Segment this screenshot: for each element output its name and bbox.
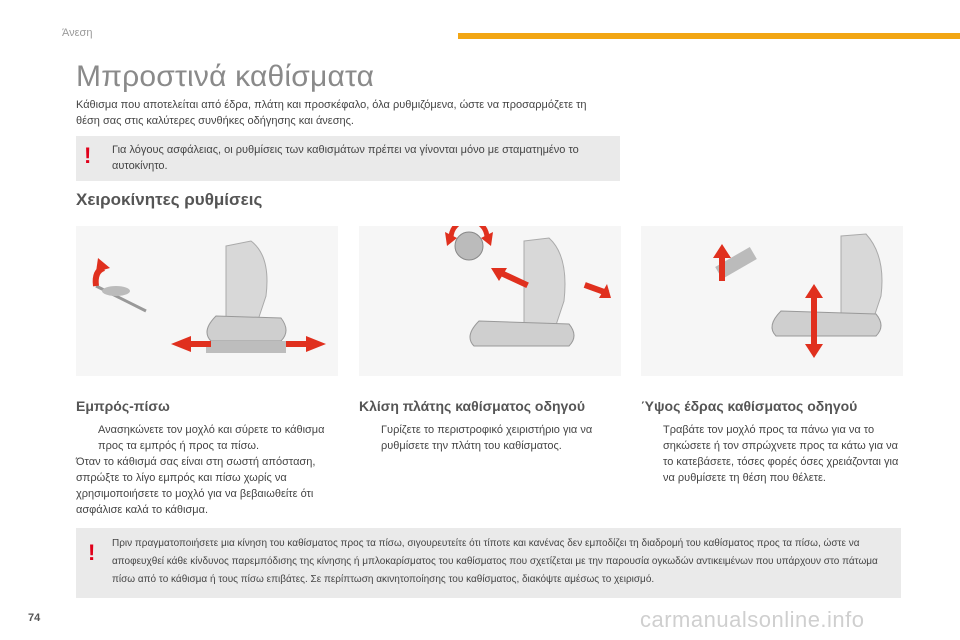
height-instruction: [641, 422, 903, 486]
section-label: Άνεση: [62, 27, 93, 39]
height-text: [641, 422, 903, 486]
watermark: carmanualsonline.info: [640, 607, 865, 632]
seat-fore-aft-illustration: [76, 226, 338, 376]
seat-height-drawing: [641, 226, 903, 376]
obstruction-warning-text: Πριν πραγματοποιήσετε μια κίνηση του καθίσματος προς τα πίσω, σιγουρευτείτε ότι τίποτε και κανένας δεν εμποδίζει τη διαδρομή του καθίσματος προς τα πίσω, ώστε να αποφευχθεί κάθε κίνδυνος παρεμπόδισης της κίνησης ή μπλοκαρίσματος του καθίσματος που σχετίζεται με την παρουσία ογκωδών αντικειμένων που υπάρχουν στο πάτωμα πίσω από το κάθισμα ή τους πίσω επιβάτες. Σε περίπτωση ακινητοποίησης του καθίσματος, διακόψτε αμέσως το χειρισμό.: [112, 538, 878, 585]
heading-height: Ύψος έδρας καθίσματος οδηγού: [641, 398, 858, 414]
seat-recline-illustration: [359, 226, 621, 376]
page-number: 74: [28, 612, 41, 624]
recline-instruction: [359, 422, 621, 454]
fore-aft-instruction: [76, 422, 338, 454]
recline-bullet-text: Γυρίζετε το περιστροφικό χειριστήριο για να ρυθμίσετε την πλάτη του καθίσματος.: [381, 424, 593, 452]
section-accent-bar: [458, 33, 960, 39]
seat-fore-aft-drawing: [76, 226, 338, 376]
section-subtitle: Χειροκίνητες ρυθμίσεις: [76, 190, 263, 209]
fore-aft-note: Όταν το κάθισμά σας είναι στη σωστή απόσταση, σπρώξτε το λίγο εμπρός και πίσω χωρίς να χρησιμοποιήσετε το μοχλό για να βεβαιωθείτε ότι ασφάλισε καλά το κάθισμα.: [76, 456, 316, 516]
intro-paragraph: Κάθισμα που αποτελείται από έδρα, πλάτη και προσκέφαλο, όλα ρυθμιζόμενα, ώστε να προσαρμόζετε τη θέση σας στις καλύτερες συνθήκες οδήγησης και άνεσης.: [76, 99, 587, 127]
heading-fore-aft: Εμπρός-πίσω: [76, 398, 170, 414]
seat-height-illustration: [641, 226, 903, 376]
height-bullet-text: Τραβάτε τον μοχλό προς τα πάνω για να το σηκώσετε ή τον σπρώχνετε προς τα κάτω για να το κατεβάσετε, τόσες φορές όσες χρειάζονται για να ρυθμίσετε τη θέση που θέλετε.: [663, 424, 899, 484]
obstruction-warning-box: [76, 528, 901, 598]
recline-text: [359, 422, 621, 454]
safety-warning-text: Για λόγους ασφάλειας, οι ρυθμίσεις των καθισμάτων πρέπει να γίνονται μόνο με σταματημένο το αυτοκίνητο.: [112, 144, 579, 172]
fore-aft-text: [76, 422, 338, 518]
seat-recline-drawing: [359, 226, 621, 376]
warning-icon: !: [84, 143, 92, 168]
warning-icon: !: [88, 540, 96, 565]
heading-recline: Κλίση πλάτης καθίσματος οδηγού: [359, 398, 586, 414]
fore-aft-bullet-text: Ανασηκώνετε τον μοχλό και σύρετε το κάθισμα προς τα εμπρός ή προς τα πίσω.: [98, 424, 325, 452]
page-title: Μπροστινά καθίσματα: [76, 60, 375, 93]
safety-warning-box: [76, 136, 620, 181]
